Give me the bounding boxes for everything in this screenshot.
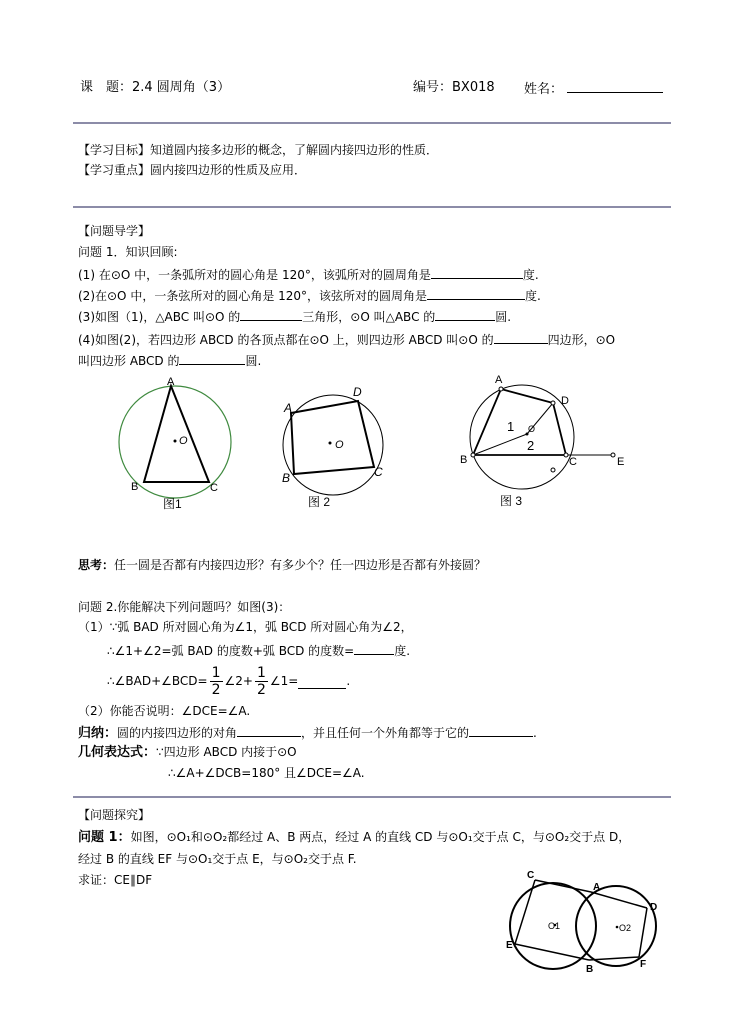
segment-ca — [535, 880, 591, 892]
learning-objective: 【学习目标】知道圆内接多边形的概念，了解圆内接四边形的性质． — [78, 143, 439, 157]
arc-point — [551, 468, 555, 472]
q1-title: 问题 1．知识回顾: — [78, 245, 178, 259]
explore-q1-line-1 — [78, 828, 630, 847]
explore-q1-line-2: 经过 B 的直线 EF 与⊙O₁交于点 E，与⊙O₂交于点 F. — [78, 852, 357, 866]
label-d: D — [561, 395, 569, 407]
learning-focus: 【学习重点】圆内接四边形的性质及应用． — [78, 163, 307, 177]
q1-item-3-a: (3)如图（1)，△ABC 叫⊙O 的 — [78, 310, 241, 324]
caption-fig1: 图1 — [163, 497, 182, 511]
think-text: 任一圆是否都有内接四边形？有多少个？任一四边形是否都有外接圆？ — [114, 558, 487, 572]
divider — [73, 206, 671, 208]
geometry-line-1: ∵四边形 ABCD 内接于⊙O — [156, 745, 297, 759]
label-d: D — [353, 385, 362, 399]
q2-line-2 — [107, 640, 410, 660]
lesson-title: 课 题：2.4 圆周角（3） — [80, 80, 231, 95]
q1-item-2-text: (2)在⊙O 中，一条弦所对的圆心角是 120°，该弦所对的圆周角是 — [78, 289, 428, 303]
q2-line-3-mid2: ∠1= — [269, 674, 299, 688]
label-c: C — [527, 870, 535, 881]
label-c: C — [210, 482, 218, 494]
label-d: D — [650, 902, 658, 913]
segment-eb — [515, 944, 589, 960]
label-e: E — [617, 456, 625, 468]
label-e: E — [506, 940, 513, 951]
q1-item-4 — [78, 329, 615, 349]
point-c — [564, 453, 568, 457]
segment-ce — [515, 880, 535, 944]
q2-line-3 — [107, 661, 350, 701]
q1-item-2 — [78, 285, 541, 305]
section-heading-guide: 【问题导学】 — [78, 224, 151, 238]
answer-blank[interactable] — [431, 264, 523, 279]
q1-item-4-c: 叫四边形 ABCD 的 — [78, 354, 180, 368]
q2-title: 问题 2.你能解决下列问题吗？如图(3)： — [78, 600, 291, 614]
label-a: A — [284, 401, 293, 415]
label-o1: O1 — [548, 921, 561, 931]
segment-ad — [591, 892, 647, 908]
circle-o — [470, 385, 574, 489]
label-b: B — [460, 454, 468, 466]
q1-item-1-unit: 度. — [522, 268, 539, 282]
label-angle-1: 1 — [507, 419, 515, 434]
label-angle-2: 2 — [527, 438, 535, 453]
q2-line-2-unit: 度. — [394, 644, 411, 658]
q1-item-4-b: 四边形，⊙O — [547, 333, 616, 347]
fraction-denominator: 2 — [211, 681, 221, 698]
point-d — [551, 401, 555, 405]
figure-1 — [115, 372, 245, 517]
explore-q1-label: 问题 1： — [78, 830, 131, 845]
q1-item-4-d: 圆. — [245, 354, 262, 368]
explore-q1-text: 如图，⊙O₁和⊙O₂都经过 A、B 两点，经过 A 的直线 CD 与⊙O₁交于点 C，与⊙O₂交于点 D， — [130, 830, 631, 844]
label-a: A — [495, 374, 503, 386]
name-label-text: 姓名： — [524, 82, 564, 97]
label-o2: O2 — [619, 923, 632, 933]
caption-fig2: 图 2 — [308, 495, 331, 509]
geometry-label: 几何表达式： — [78, 745, 157, 760]
answer-blank[interactable] — [240, 306, 302, 321]
label-o: O — [528, 424, 536, 434]
segment-df — [639, 908, 647, 957]
q1-item-3 — [78, 306, 511, 326]
answer-blank[interactable] — [237, 722, 301, 737]
think-prompt — [78, 556, 486, 574]
label-b: B — [282, 471, 291, 485]
geometry-line-2: ∴∠A+∠DCB=180° 且∠DCE=∠A. — [168, 766, 365, 780]
answer-blank[interactable] — [435, 306, 495, 321]
answer-blank[interactable] — [354, 640, 394, 655]
name-label — [524, 78, 663, 100]
figure-4 — [500, 866, 670, 976]
q2-line-3-mid1: ∠2+ — [224, 674, 253, 688]
conclusion-b: ，并且任何一个外角都等于它的 — [301, 726, 470, 740]
q2-line-3-text: ∴∠BAD+∠BCD= — [107, 674, 208, 688]
fraction-half — [210, 665, 223, 698]
point-a — [499, 387, 503, 391]
divider — [73, 796, 671, 798]
prove-statement: 求证：CE∥DF — [78, 873, 153, 887]
center-point — [174, 440, 177, 443]
q2-line-4: （2）你能否说明：∠DCE=∠A. — [78, 704, 251, 718]
label-o: O — [335, 439, 344, 451]
q2-line-3-end: . — [346, 674, 351, 688]
figure-2 — [278, 380, 393, 515]
answer-blank[interactable] — [427, 285, 525, 300]
figure-3 — [455, 368, 635, 513]
label-a: A — [593, 882, 601, 893]
label-b: B — [586, 964, 594, 975]
center-o2 — [616, 926, 619, 929]
geometry-expression — [78, 743, 297, 762]
answer-blank[interactable] — [494, 329, 548, 344]
fraction-half — [255, 665, 268, 698]
q2-line-1: （1）∵弧 BAD 所对圆心角为∠1，弧 BCD 所对圆心角为∠2， — [78, 620, 413, 634]
conclusion-label: 归纳： — [78, 726, 118, 741]
fraction-numerator: 1 — [211, 664, 221, 681]
q1-item-3-c: 圆. — [495, 310, 512, 324]
answer-blank[interactable] — [469, 722, 533, 737]
point-b — [471, 453, 475, 457]
think-label: 思考： — [78, 558, 115, 572]
center-point — [329, 442, 332, 445]
answer-blank[interactable] — [179, 350, 245, 365]
q1-item-4-cont — [78, 350, 261, 370]
conclusion-a: 圆的内接四边形的对角 — [117, 726, 238, 740]
q1-item-3-b: 三角形，⊙O 叫△ABC 的 — [302, 310, 436, 324]
triangle-abc — [144, 386, 209, 482]
name-blank[interactable] — [567, 78, 663, 93]
q2-line-2-text: ∴∠1+∠2=弧 BAD 的度数+弧 BCD 的度数= — [107, 644, 355, 658]
fraction-numerator: 1 — [256, 664, 266, 681]
q1-item-1 — [78, 264, 539, 284]
label-c: C — [569, 456, 577, 468]
label-c: C — [374, 465, 383, 479]
divider — [73, 122, 671, 124]
conclusion — [78, 722, 537, 743]
segment-bf — [589, 957, 639, 960]
q1-item-1-text: (1) 在⊙O 中，一条弧所对的圆心角是 120°，该弧所对的圆周角是 — [78, 268, 431, 282]
label-a: A — [167, 376, 175, 388]
point-e — [611, 453, 615, 457]
q1-item-2-unit: 度. — [525, 289, 541, 303]
label-o: O — [179, 435, 188, 447]
label-f: F — [640, 959, 647, 970]
fraction-denominator: 2 — [256, 681, 266, 698]
code-label: 编号：BX018 — [413, 80, 495, 95]
answer-blank[interactable] — [298, 674, 346, 689]
caption-fig3: 图 3 — [500, 494, 523, 508]
quadrilateral-abcd — [291, 401, 374, 474]
conclusion-c: . — [533, 726, 537, 740]
section-heading-explore: 【问题探究】 — [78, 808, 151, 822]
label-b: B — [131, 481, 139, 493]
q1-item-4-a: (4)如图(2)，若四边形 ABCD 的各顶点都在⊙O 上，则四边形 ABCD 叫⊙O 的 — [78, 333, 494, 347]
